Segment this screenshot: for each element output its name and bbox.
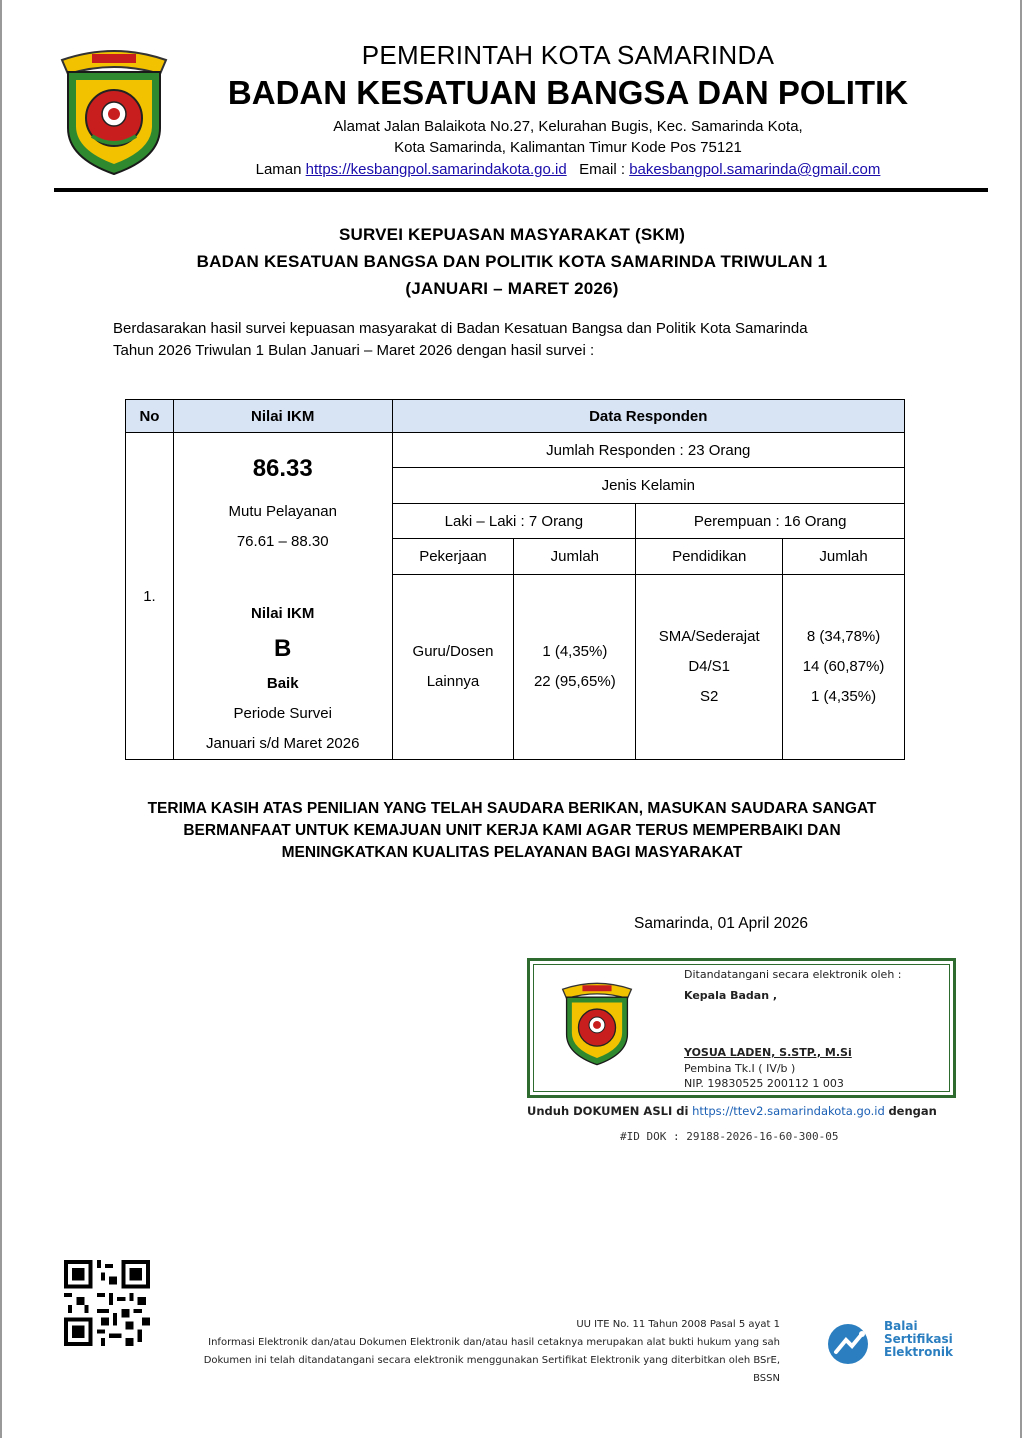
periode-value: Januari s/d Maret 2026 [206, 735, 360, 752]
pekerjaan-list [392, 574, 514, 759]
grade-label: Baik [266, 675, 299, 692]
signer-position: Kepala Badan , [684, 989, 778, 1002]
ikm-grade: B [274, 635, 292, 662]
bsre-logo-icon [822, 1322, 878, 1366]
header-address [190, 116, 946, 158]
footer-legal-3: BSSN [753, 1373, 780, 1384]
periode-label: Periode Survei [233, 705, 332, 722]
thanks-line-1: TERIMA KASIH ATAS PENILIAN YANG TELAH SAUDARA BERIKAN, MASUKAN SAUDARA SANGAT [147, 800, 877, 817]
footer-legal-2: Dokumen ini telah ditandatangani secara elektronik menggunakan Sertifikat Elektronik yang diterbitkan oleh BSrE, [203, 1355, 780, 1366]
nilai-ikm-label: Nilai IKM [251, 605, 315, 622]
address-line-2: Kota Samarinda, Kalimantan Timur Kode Pos 75121 [394, 139, 742, 156]
jumlah-responden: Jumlah Responden : 23 Orang [392, 433, 904, 468]
header-data-responden: Data Responden [392, 400, 904, 433]
list-item: 8 (34,78%) [806, 627, 881, 645]
footer-law: UU ITE No. 11 Tahun 2008 Pasal 5 ayat 1 [576, 1319, 780, 1330]
web-label: Laman [255, 161, 302, 178]
intro-line-1: Berdasarakan hasil survei kepuasan masyarakat di Badan Kesatuan Bangsa dan Politik Kota Samarinda [113, 320, 808, 337]
pekerjaan-jumlah-list [514, 574, 636, 759]
col-pekerjaan: Pekerjaan [392, 539, 514, 574]
header-nilai-ikm: Nilai IKM [173, 400, 392, 433]
ikm-score: 86.33 [252, 455, 313, 482]
intro-line-2: Tahun 2026 Triwulan 1 Bulan Januari – Maret 2026 dengan hasil survei : [113, 342, 595, 359]
footer-legal-1: Informasi Elektronik dan/atau Dokumen Elektronik dan/atau hasil cetaknya merupakan alat bukti hukum yang sah [208, 1337, 780, 1348]
download-label: Unduh DOKUMEN ASLI di [527, 1104, 689, 1118]
header-rule [54, 188, 988, 192]
header-government: PEMERINTAH KOTA SAMARINDA [361, 40, 775, 70]
mutu-range: 76.61 – 88.30 [236, 533, 329, 550]
bsre-line-1: Balai [884, 1319, 918, 1333]
bsre-label [884, 1320, 953, 1359]
list-item: S2 [700, 687, 719, 705]
download-suffix: dengan [888, 1104, 937, 1118]
signed-by-label: Ditandatangani secara elektronik oleh : [684, 968, 902, 981]
list-item: 1 (4,35%) [542, 642, 608, 660]
samarinda-emblem-icon [52, 40, 176, 176]
list-item: Lainnya [426, 672, 480, 690]
col-pendidikan: Pendidikan [636, 539, 783, 574]
document-id: #ID DOK : 29188-2026-16-60-300-05 [620, 1130, 839, 1143]
email-link[interactable]: bakesbangpol.samarinda@gmail.com [629, 161, 881, 178]
list-item: Guru/Dosen [412, 642, 494, 660]
header-agency: BADAN KESATUAN BANGSA DAN POLITIK [227, 74, 909, 111]
thanks-line-2: BERMANFAAT UNTUK KEMAJUAN UNIT KERJA KAMI AGAR TERUS MEMPERBAIKI DAN [183, 822, 841, 839]
download-link[interactable]: https://ttev2.samarindakota.go.id [692, 1104, 885, 1118]
samarinda-emblem-icon [556, 972, 638, 1070]
signer-name: YOSUA LADEN, S.STP., M.Si [684, 1046, 852, 1059]
list-item: 22 (95,65%) [533, 672, 616, 690]
bsre-line-2: Sertifikasi [884, 1332, 953, 1346]
bsre-line-3: Elektronik [884, 1345, 953, 1359]
title-line-2: BADAN KESATUAN BANGSA DAN POLITIK KOTA SAMARINDA TRIWULAN 1 [196, 252, 828, 271]
row-number: 1. [126, 433, 174, 760]
signer-rank: Pembina Tk.I ( IV/b ) [684, 1062, 796, 1075]
jenis-kelamin: Jenis Kelamin [392, 468, 904, 503]
nilai-ikm-cell [173, 433, 392, 760]
website-link[interactable]: https://kesbangpol.samarindakota.go.id [305, 161, 567, 178]
col-jumlah-pekerjaan: Jumlah [514, 539, 636, 574]
pendidikan-list [636, 574, 783, 759]
mutu-label: Mutu Pelayanan [228, 503, 337, 520]
list-item: SMA/Sederajat [658, 627, 760, 645]
laki-laki-count: Laki – Laki : 7 Orang [392, 503, 636, 538]
list-item: D4/S1 [688, 657, 731, 675]
list-item: 1 (4,35%) [811, 687, 877, 705]
col-jumlah-pendidikan: Jumlah [783, 539, 905, 574]
header-no: No [126, 400, 174, 433]
intro-paragraph [113, 318, 933, 362]
title-line-1: SURVEI KEPUASAN MASYARAKAT (SKM) [338, 225, 686, 244]
signer-nip: NIP. 19830525 200112 1 003 [684, 1077, 844, 1090]
place-date: Samarinda, 01 April 2026 [634, 915, 809, 932]
email-label: Email : [579, 161, 626, 178]
ikm-table [125, 399, 905, 760]
header-contact [190, 161, 946, 178]
qr-code-icon [64, 1260, 150, 1346]
title-line-3: (JANUARI – MARET 2026) [405, 279, 619, 298]
thanks-line-3: MENINGKATKAN KUALITAS PELAYANAN BAGI MASYARAKAT [281, 844, 743, 861]
list-item: 14 (60,87%) [802, 657, 885, 675]
thank-you-message [60, 798, 964, 864]
download-original [527, 1104, 937, 1118]
pendidikan-jumlah-list [783, 574, 905, 759]
address-line-1: Alamat Jalan Balaikota No.27, Kelurahan Bugis, Kec. Samarinda Kota, [333, 118, 803, 135]
perempuan-count: Perempuan : 16 Orang [636, 503, 905, 538]
